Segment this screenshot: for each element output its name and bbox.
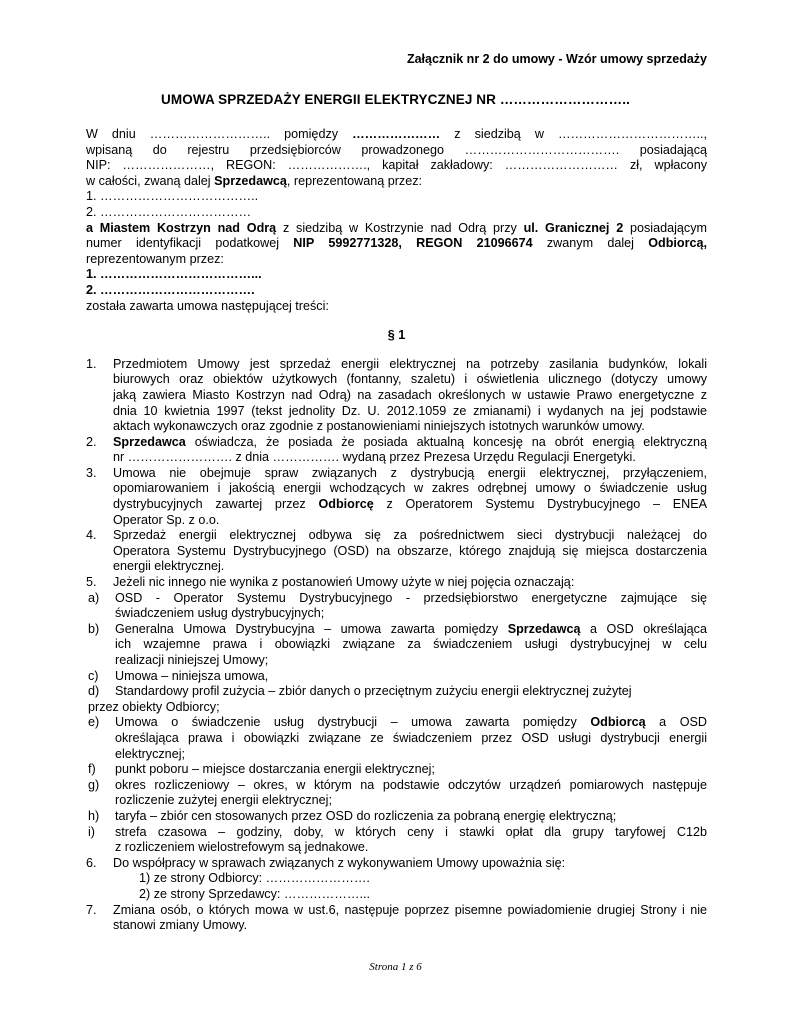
definition-item <box>86 809 707 825</box>
definition-item <box>86 715 707 762</box>
text-line: rozliczenie zużytej energii elektrycznej; <box>115 793 332 808</box>
list-item <box>86 528 707 575</box>
text: dystrybucyjnych zawartej przez <box>113 497 319 512</box>
definition-item <box>86 622 707 669</box>
item-number: 1. <box>86 356 97 371</box>
definition-letter: d) <box>88 684 100 699</box>
item-number: 5. <box>86 575 97 590</box>
item-text <box>113 903 707 934</box>
text-line: przez obiekty Odbiorcy; <box>88 699 220 714</box>
text: oświadcza, że posiada że posiada aktualną koncesję na obrót energią elektryczną <box>185 434 707 449</box>
text: Generalna Umowa Dystrybucyjna – umowa zawarta pomiędzy <box>115 621 508 636</box>
text: numer identyfikacji podatkowej <box>86 236 294 251</box>
buyer-tax-ids: NIP 5992771328, REGON 21096674 <box>293 236 533 251</box>
buyer-term: Odbiorcą, <box>648 236 707 251</box>
definition-text <box>115 591 707 622</box>
definition-item <box>86 591 707 622</box>
text: z Operatorem Systemu Dystrybucyjnego – ENEA <box>373 497 707 512</box>
text-bold: 2. ………………………………. <box>86 282 255 297</box>
text-line: dnia 10 kwietnia 1997 (tekst jednolity Dz. U. 2012.1059 ze zmianami) i wydanych na jej podstawie <box>113 403 707 418</box>
text-line: strefa czasowa – godziny, doby, w których ceny i stawki opłat dla grupy taryfowej C12b <box>115 824 707 839</box>
intro-line: NIP: …………………, REGON: ………………., kapitał zakładowy: ……………………… zł, wpłacony <box>86 158 707 173</box>
intro-line: reprezentowanym przez: <box>86 251 224 266</box>
item-text <box>113 466 707 528</box>
definition-text <box>115 809 707 825</box>
text-line <box>113 435 707 451</box>
parties-block <box>86 127 707 314</box>
text: zwanym dalej <box>532 236 649 251</box>
definition-item <box>86 825 707 856</box>
list-item <box>86 357 707 435</box>
buyer-representative-2 <box>86 283 707 299</box>
text-line: taryfa – zbiór cen stosowanych przez OSD do rozliczenia za pobraną energię elektryczną; <box>115 808 617 823</box>
definition-letter: f) <box>88 762 96 777</box>
contract-body <box>86 127 707 934</box>
buyer-address: ul. Granicznej 2 <box>523 220 624 235</box>
text-bold: 1. ………………………………... <box>86 267 262 282</box>
definition-letter: e) <box>88 715 100 730</box>
text-line: aktach wykonawczych oraz zgodnie z postanowieniami niniejszych istotnych warunków umowy. <box>113 419 645 434</box>
page-number: Strona 1 z 6 <box>369 961 422 973</box>
buyer-name: a Miastem Kostrzyn nad Odrą <box>86 220 277 235</box>
definition-letter: c) <box>88 668 99 683</box>
list-item <box>86 575 707 591</box>
definition-text <box>115 715 707 762</box>
text-bold: ………………… <box>352 127 441 141</box>
text: z siedzibą w …………………………….., <box>440 127 707 141</box>
text-line: energii elektrycznej. <box>113 559 225 574</box>
buyer-term: Odbiorcą <box>590 715 646 730</box>
text-line: Standardowy profil zużycia – zbiór danych o przeciętnym zużyciu energii elektrycznej zużytej <box>115 684 632 699</box>
seller-term: Sprzedawca <box>113 434 186 449</box>
buyer-representative-1 <box>86 267 707 283</box>
text-line: z rozliczeniem wielostrefowym są jednakowe. <box>115 840 369 855</box>
intro-line: została zawarta umowa następującej treści: <box>86 298 329 313</box>
definition-text <box>115 762 707 778</box>
definition-text <box>115 825 707 856</box>
definition-item <box>86 684 707 700</box>
text-line <box>113 497 707 513</box>
text-line: Operator Sp. z o.o. <box>113 512 220 527</box>
definition-item <box>86 762 707 778</box>
item-number: 7. <box>86 902 97 917</box>
buyer-term: Odbiorcę <box>318 497 374 512</box>
item-text <box>113 856 707 903</box>
seller-representative-1: 1. ……………………………….. <box>86 189 259 204</box>
definition-letter: i) <box>88 824 95 839</box>
clauses-list <box>86 357 707 934</box>
text-line: świadczeniem usług dystrybucyjnych; <box>115 606 325 621</box>
item-number: 3. <box>86 465 97 480</box>
definitions-list <box>86 591 707 856</box>
text-line: elektrycznej; <box>115 746 185 761</box>
item-number: 6. <box>86 855 97 870</box>
intro-line <box>86 236 707 252</box>
text-line: okres rozliczeniowy – okres, w którym na podstawie odczytów urządzeń pomiarowych następuje <box>115 777 707 792</box>
text-line: 2) ze strony Sprzedawcy: ………………... <box>139 886 370 901</box>
contract-title: UMOWA SPRZEDAŻY ENERGII ELEKTRYCZNEJ NR ……………………….. <box>161 92 630 107</box>
definition-text <box>115 684 707 700</box>
text-line: realizacji niniejszej Umowy; <box>115 653 269 667</box>
section-heading: § 1 <box>387 328 406 343</box>
list-item <box>86 466 707 528</box>
text-line: ich wzajemne prawa i obowiązki związane za świadczeniem usługi dystrybucyjnej w celu <box>115 637 707 652</box>
definition-text <box>115 669 707 685</box>
definition-text <box>115 778 707 809</box>
list-item <box>86 903 707 934</box>
text: , reprezentowaną przez: <box>286 173 423 188</box>
definition-letter: g) <box>88 777 100 792</box>
text-line: nr ……………………. z dnia ……………. wydaną przez Prezesa Urzędu Regulacji Energetyki. <box>113 450 636 465</box>
text-line: Zmiana osób, o których mowa w ust.6, następuje poprzez pisemne powiadomienie drugiej Strony i nie <box>113 902 707 917</box>
item-text <box>113 528 707 575</box>
intro-line <box>86 174 707 190</box>
annex-heading: Załącznik nr 2 do umowy - Wzór umowy sprzedaży <box>406 52 707 66</box>
text-line: Operatora Systemu Dystrybucyjnego (OSD) na obszarze, którego znajdują się miejsca dostarczenia <box>113 543 707 558</box>
text: Umowa o świadczenie usług dystrybucji – umowa zawarta pomiędzy <box>115 715 591 730</box>
item-number: 4. <box>86 528 97 543</box>
intro-line: wpisaną do rejestru przedsiębiorców prowadzonego ………………………………. posiadającą <box>86 142 707 157</box>
text-line: 1) ze strony Odbiorcy: ……………………. <box>139 871 370 886</box>
text-line: Przedmiotem Umowy jest sprzedaż energii elektrycznej na potrzeby zasilania budynków, lokali <box>113 356 707 371</box>
intro-line <box>86 221 707 237</box>
text-line <box>115 622 707 638</box>
text-line: określająca prawa i obowiązki związane ze świadczeniem przez OSD usługi dystrybucji energii <box>115 730 707 745</box>
text-line: punkt poboru – miejsce dostarczania energii elektrycznej; <box>115 762 435 777</box>
text-line: Umowa nie obejmuje spraw związanych z dystrybucją energii elektrycznej, przyłączeniem, <box>113 465 707 480</box>
text-line: Umowa – niniejsza umowa, <box>115 668 269 683</box>
item-text <box>113 575 707 591</box>
text: a OSD określająca <box>580 621 707 636</box>
text-line: Jeżeli nic innego nie wynika z postanowień Umowy użyte w niej pojęcia oznaczają: <box>113 575 575 590</box>
text-line: stanowi zmiany Umowy. <box>113 918 248 933</box>
text-line: Do współpracy w sprawach związanych z wykonywaniem Umowy upoważnia się: <box>113 855 566 870</box>
definition-item <box>86 669 707 685</box>
text-line: biurowych oraz obiektów użytkowych (fontanny, szaletu) i oświetlenia ulicznego (dotyczy umowy <box>113 372 707 387</box>
text: W dniu ……………………….. pomiędzy <box>86 127 353 141</box>
text: a OSD <box>645 715 707 730</box>
seller-term: Sprzedawcą <box>214 173 287 188</box>
text: z siedzibą w Kostrzynie nad Odrą przy <box>276 220 524 235</box>
text-line <box>115 715 707 731</box>
text-line: OSD - Operator Systemu Dystrybucyjnego - przedsiębiorstwo energetyczne zajmujące się <box>115 590 707 605</box>
text-line: jaką zawiera Miasto Kostrzyn nad Odrą) na zasadach określonych w ustawie Prawo energetyczne z <box>113 387 707 402</box>
intro-line <box>86 127 707 143</box>
seller-representative-2: 2. ……………………………… <box>86 204 252 219</box>
item-number: 2. <box>86 434 97 449</box>
definition-item <box>86 778 707 809</box>
definition-letter: a) <box>88 590 100 605</box>
text-line: opomiarowaniem i jakością energii wchodzących w zakres odrębnej umowy o świadczenie usług <box>113 481 707 496</box>
list-item <box>86 856 707 903</box>
text-line: Sprzedaż energii elektrycznej odbywa się za pośrednictwem sieci dystrybucji należącej do <box>113 528 707 543</box>
text: w całości, zwaną dalej <box>86 173 215 188</box>
definition-letter: h) <box>88 808 100 823</box>
text: posiadającym <box>623 220 707 235</box>
item-text <box>113 435 707 466</box>
definition-text <box>115 622 707 669</box>
definition-letter: b) <box>88 621 100 636</box>
list-item <box>86 435 707 466</box>
item-text <box>113 357 707 435</box>
seller-term: Sprzedawcą <box>507 621 581 636</box>
